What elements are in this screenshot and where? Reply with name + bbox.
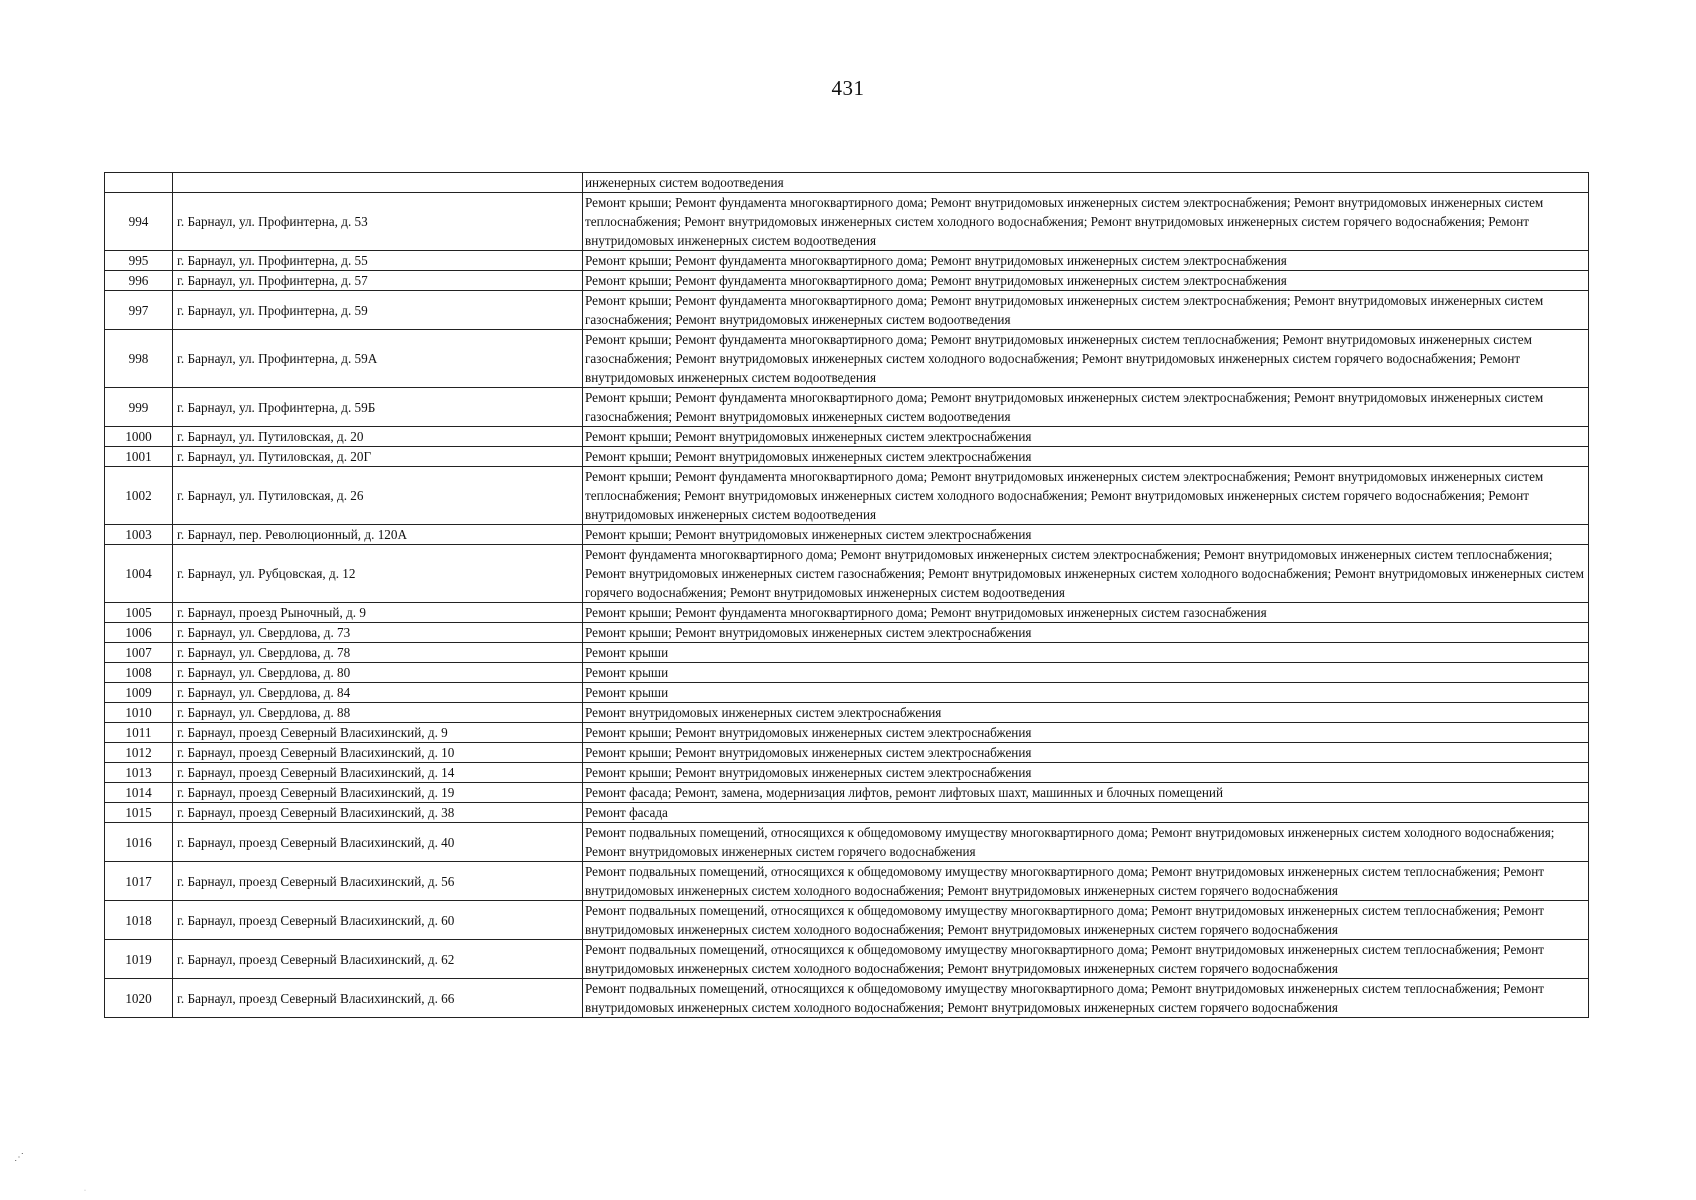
row-works: Ремонт подвальных помещений, относящихся к общедомовому имуществу многоквартирного дома; Ремонт внутридомовых инженерных систем теплоснабжения; Ремонт внутридомовых инженерных систем холодного водоснабжения; Ремонт внутридомовых инженерных систем горячего водоснабжения [583, 901, 1589, 940]
table-row [105, 193, 1589, 251]
table-row [105, 803, 1589, 823]
row-works: Ремонт крыши; Ремонт внутридомовых инженерных систем электроснабжения [583, 763, 1589, 783]
row-number: 1007 [105, 643, 173, 663]
table-row [105, 683, 1589, 703]
row-number: 1015 [105, 803, 173, 823]
row-works: Ремонт крыши [583, 683, 1589, 703]
row-address: г. Барнаул, проезд Северный Власихинский, д. 66 [173, 979, 583, 1018]
row-address: г. Барнаул, ул. Путиловская, д. 26 [173, 467, 583, 525]
table-row [105, 271, 1589, 291]
table-row [105, 703, 1589, 723]
row-number: 1017 [105, 862, 173, 901]
row-address: г. Барнаул, проезд Северный Власихинский, д. 19 [173, 783, 583, 803]
row-works: Ремонт крыши [583, 663, 1589, 683]
row-number: 1002 [105, 467, 173, 525]
row-works: Ремонт крыши; Ремонт фундамента многоквартирного дома; Ремонт внутридомовых инженерных систем электроснабжения; Ремонт внутридомовых инженерных систем газоснабжения; Ремонт внутридомовых инженерных систем водоотведения [583, 388, 1589, 427]
row-number: 1010 [105, 703, 173, 723]
table-row [105, 388, 1589, 427]
row-number: 998 [105, 330, 173, 388]
table-row [105, 643, 1589, 663]
row-number: 996 [105, 271, 173, 291]
row-works: Ремонт крыши; Ремонт фундамента многоквартирного дома; Ремонт внутридомовых инженерных систем теплоснабжения; Ремонт внутридомовых инженерных систем газоснабжения; Ремонт внутридомовых инженерных систем холодного водоснабжения; Ремонт внутридомовых инженерных систем горячего водоснабжения; Ремонт внутридомовых инженерных систем водоотведения [583, 330, 1589, 388]
row-works: Ремонт крыши; Ремонт фундамента многоквартирного дома; Ремонт внутридомовых инженерных систем газоснабжения [583, 603, 1589, 623]
row-works: Ремонт крыши; Ремонт внутридомовых инженерных систем электроснабжения [583, 743, 1589, 763]
table-row [105, 545, 1589, 603]
row-number: 997 [105, 291, 173, 330]
row-address: г. Барнаул, ул. Свердлова, д. 80 [173, 663, 583, 683]
row-address: г. Барнаул, ул. Свердлова, д. 88 [173, 703, 583, 723]
row-address: г. Барнаул, проезд Северный Власихинский, д. 9 [173, 723, 583, 743]
table-row [105, 723, 1589, 743]
row-number: 1005 [105, 603, 173, 623]
row-works: Ремонт крыши; Ремонт фундамента многоквартирного дома; Ремонт внутридомовых инженерных систем электроснабжения; Ремонт внутридомовых инженерных систем теплоснабжения; Ремонт внутридомовых инженерных систем холодного водоснабжения; Ремонт внутридомовых инженерных систем горячего водоснабжения; Ремонт внутридомовых инженерных систем водоотведения [583, 467, 1589, 525]
table-row [105, 525, 1589, 545]
row-number: 999 [105, 388, 173, 427]
row-works: Ремонт крыши; Ремонт внутридомовых инженерных систем электроснабжения [583, 723, 1589, 743]
row-number: 1006 [105, 623, 173, 643]
row-address: г. Барнаул, ул. Профинтерна, д. 59Б [173, 388, 583, 427]
row-address: г. Барнаул, ул. Путиловская, д. 20 [173, 427, 583, 447]
table-row [105, 940, 1589, 979]
table-row [105, 979, 1589, 1018]
table-row [105, 901, 1589, 940]
table-row [105, 623, 1589, 643]
row-works: Ремонт подвальных помещений, относящихся к общедомовому имуществу многоквартирного дома; Ремонт внутридомовых инженерных систем холодного водоснабжения; Ремонт внутридомовых инженерных систем горячего водоснабжения [583, 823, 1589, 862]
row-number: 1001 [105, 447, 173, 467]
row-address [173, 173, 583, 193]
row-number: 1014 [105, 783, 173, 803]
row-works: Ремонт крыши; Ремонт фундамента многоквартирного дома; Ремонт внутридомовых инженерных систем электроснабжения [583, 271, 1589, 291]
table-row [105, 251, 1589, 271]
table-row [105, 763, 1589, 783]
table-row [105, 823, 1589, 862]
row-works: Ремонт фундамента многоквартирного дома; Ремонт внутридомовых инженерных систем электроснабжения; Ремонт внутридомовых инженерных систем теплоснабжения; Ремонт внутридомовых инженерных систем газоснабжения; Ремонт внутридомовых инженерных систем холодного водоснабжения; Ремонт внутридомовых инженерных систем горячего водоснабжения; Ремонт внутридомовых инженерных систем водоотведения [583, 545, 1589, 603]
row-number [105, 173, 173, 193]
row-number: 1016 [105, 823, 173, 862]
row-works: инженерных систем водоотведения [583, 173, 1589, 193]
row-address: г. Барнаул, проезд Северный Власихинский, д. 38 [173, 803, 583, 823]
repair-program-table-wrapper [104, 172, 1588, 1018]
row-address: г. Барнаул, пер. Революционный, д. 120А [173, 525, 583, 545]
row-works: Ремонт крыши [583, 643, 1589, 663]
row-number: 994 [105, 193, 173, 251]
scan-speck: · [84, 1188, 86, 1194]
row-works: Ремонт крыши; Ремонт фундамента многоквартирного дома; Ремонт внутридомовых инженерных систем электроснабжения; Ремонт внутридомовых инженерных систем газоснабжения; Ремонт внутридомовых инженерных систем водоотведения [583, 291, 1589, 330]
row-works: Ремонт крыши; Ремонт внутридомовых инженерных систем электроснабжения [583, 447, 1589, 467]
row-address: г. Барнаул, ул. Путиловская, д. 20Г [173, 447, 583, 467]
row-number: 1012 [105, 743, 173, 763]
table-row-continuation [105, 173, 1589, 193]
row-address: г. Барнаул, ул. Профинтерна, д. 55 [173, 251, 583, 271]
row-address: г. Барнаул, проезд Северный Власихинский, д. 62 [173, 940, 583, 979]
scan-speck: ⋰ [14, 1152, 24, 1163]
table-row [105, 663, 1589, 683]
row-number: 1003 [105, 525, 173, 545]
row-number: 1011 [105, 723, 173, 743]
row-works: Ремонт крыши; Ремонт фундамента многоквартирного дома; Ремонт внутридомовых инженерных систем электроснабжения; Ремонт внутридомовых инженерных систем теплоснабжения; Ремонт внутридомовых инженерных систем холодного водоснабжения; Ремонт внутридомовых инженерных систем горячего водоснабжения; Ремонт внутридомовых инженерных систем водоотведения [583, 193, 1589, 251]
row-works: Ремонт крыши; Ремонт внутридомовых инженерных систем электроснабжения [583, 427, 1589, 447]
row-address: г. Барнаул, ул. Рубцовская, д. 12 [173, 545, 583, 603]
table-row [105, 291, 1589, 330]
row-address: г. Барнаул, ул. Профинтерна, д. 53 [173, 193, 583, 251]
row-address: г. Барнаул, проезд Северный Власихинский, д. 14 [173, 763, 583, 783]
row-number: 1000 [105, 427, 173, 447]
page-number: 431 [831, 76, 865, 100]
row-address: г. Барнаул, ул. Свердлова, д. 73 [173, 623, 583, 643]
row-number: 1004 [105, 545, 173, 603]
table-row [105, 467, 1589, 525]
row-works: Ремонт фасада [583, 803, 1589, 823]
table-row [105, 783, 1589, 803]
row-works: Ремонт крыши; Ремонт внутридомовых инженерных систем электроснабжения [583, 525, 1589, 545]
row-number: 1008 [105, 663, 173, 683]
row-number: 1009 [105, 683, 173, 703]
repair-program-table [104, 172, 1589, 1018]
row-works: Ремонт крыши; Ремонт внутридомовых инженерных систем электроснабжения [583, 623, 1589, 643]
row-address: г. Барнаул, проезд Северный Власихинский, д. 10 [173, 743, 583, 763]
row-works: Ремонт подвальных помещений, относящихся к общедомовому имуществу многоквартирного дома; Ремонт внутридомовых инженерных систем теплоснабжения; Ремонт внутридомовых инженерных систем холодного водоснабжения; Ремонт внутридомовых инженерных систем горячего водоснабжения [583, 940, 1589, 979]
row-address: г. Барнаул, проезд Северный Власихинский, д. 56 [173, 862, 583, 901]
row-works: Ремонт внутридомовых инженерных систем электроснабжения [583, 703, 1589, 723]
row-works: Ремонт подвальных помещений, относящихся к общедомовому имуществу многоквартирного дома; Ремонт внутридомовых инженерных систем теплоснабжения; Ремонт внутридомовых инженерных систем холодного водоснабжения; Ремонт внутридомовых инженерных систем горячего водоснабжения [583, 979, 1589, 1018]
table-row [105, 603, 1589, 623]
row-address: г. Барнаул, ул. Профинтерна, д. 57 [173, 271, 583, 291]
row-address: г. Барнаул, ул. Профинтерна, д. 59 [173, 291, 583, 330]
table-row [105, 862, 1589, 901]
row-address: г. Барнаул, проезд Северный Власихинский, д. 60 [173, 901, 583, 940]
row-number: 1020 [105, 979, 173, 1018]
row-works: Ремонт подвальных помещений, относящихся к общедомовому имуществу многоквартирного дома; Ремонт внутридомовых инженерных систем теплоснабжения; Ремонт внутридомовых инженерных систем холодного водоснабжения; Ремонт внутридомовых инженерных систем горячего водоснабжения [583, 862, 1589, 901]
row-number: 1013 [105, 763, 173, 783]
row-address: г. Барнаул, проезд Северный Власихинский, д. 40 [173, 823, 583, 862]
row-address: г. Барнаул, ул. Свердлова, д. 78 [173, 643, 583, 663]
row-works: Ремонт крыши; Ремонт фундамента многоквартирного дома; Ремонт внутридомовых инженерных систем электроснабжения [583, 251, 1589, 271]
row-number: 995 [105, 251, 173, 271]
row-number: 1019 [105, 940, 173, 979]
table-row [105, 330, 1589, 388]
row-works: Ремонт фасада; Ремонт, замена, модернизация лифтов, ремонт лифтовых шахт, машинных и блочных помещений [583, 783, 1589, 803]
table-row [105, 743, 1589, 763]
table-row [105, 447, 1589, 467]
row-number: 1018 [105, 901, 173, 940]
row-address: г. Барнаул, ул. Профинтерна, д. 59А [173, 330, 583, 388]
row-address: г. Барнаул, проезд Рыночный, д. 9 [173, 603, 583, 623]
table-body [105, 173, 1589, 1018]
table-row [105, 427, 1589, 447]
row-address: г. Барнаул, ул. Свердлова, д. 84 [173, 683, 583, 703]
